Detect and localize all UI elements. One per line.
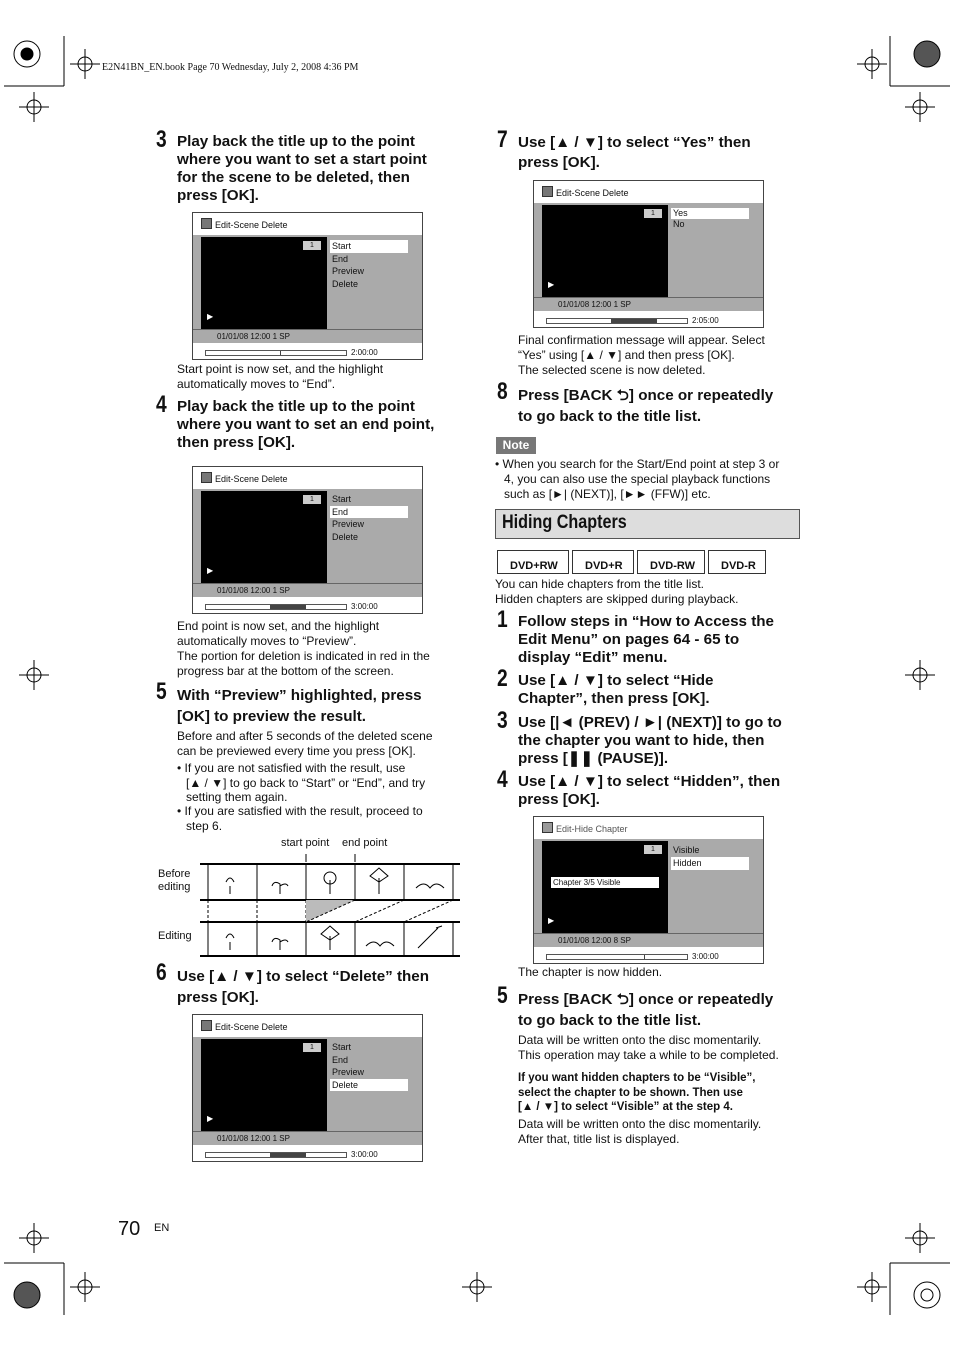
- play-icon: ▶: [548, 280, 555, 289]
- scene-deletion-diagram: [200, 848, 462, 960]
- hide-step-2-heading: Use [▲ / ▼] to select “Hide Chapter”, then press [OK].: [518, 672, 714, 707]
- edit-menu: Start End Preview Delete: [330, 493, 408, 543]
- visible-instruction: If you want hidden chapters to be “Visible”, select the chapter to be shown. Then use [▲ / ▼] to select “Visible” at the step 4.: [518, 1072, 756, 1113]
- step-4-note: End point is now set, and the highlight automatically moves to “Preview”. The portion for deletion is indicated in red in the progress bar at the bottom of the screen.: [177, 619, 430, 678]
- step-3-heading: Play back the title up to the point where you want to set a start point for the scene to be deleted, then press [OK].: [177, 133, 427, 204]
- step-8-heading: Press [BACK ⮌] once or repeatedly to go back to the title list.: [518, 387, 774, 425]
- step-5-bullet-2: • If you are satisfied with the result, proceed to step 6.: [177, 804, 423, 833]
- dvd-rw-badge: DVD-RW: [637, 550, 705, 574]
- step-3-number: 3: [156, 126, 167, 153]
- language-code: EN: [154, 1222, 170, 1234]
- dvd-r-badge: DVD-R: [708, 550, 766, 574]
- hide-step-2-number: 2: [497, 665, 508, 692]
- step-7-note: Final confirmation message will appear. Select “Yes” using [▲ / ▼] and then press [OK]. The selected scene is now deleted.: [518, 333, 765, 377]
- hide-step-3-heading: Use [|◄ (PREV) / ►| (NEXT)] to go to the chapter you want to hide, then press [❚❚ (PAUSE)].: [518, 714, 782, 767]
- hide-step-5-heading: Press [BACK ⮌] once or repeatedly to go back to the title list.: [518, 991, 774, 1029]
- note-label: Note: [496, 437, 536, 454]
- step-4-number: 4: [156, 391, 167, 418]
- dvd-r-plus-badge: DVD+R: [572, 550, 634, 574]
- step-6-heading: Use [▲ / ▼] to select “Delete” then press [OK].: [177, 968, 430, 1006]
- edit-scene-delete-screen-1: Edit-Scene Delete 1 ▶ Start End Preview Delete 01/01/08 12:00 1 SP 2:00:00: [192, 212, 423, 360]
- hide-step-1-heading: Follow steps in “How to Access the Edit Menu” on pages 64 - 65 to display “Edit” menu.: [518, 613, 774, 666]
- edit-menu: Start End Preview Delete: [330, 1041, 408, 1091]
- confirm-menu: Yes No: [671, 208, 749, 230]
- play-icon: ▶: [207, 1114, 214, 1123]
- file-header: E2N41BN_EN.book Page 70 Wednesday, July 2, 2008 4:36 PM: [102, 62, 359, 73]
- dvd-rw-plus-badge: DVD+RW: [497, 550, 569, 574]
- play-icon: ▶: [548, 916, 555, 925]
- edit-icon: [201, 472, 212, 483]
- step-5-bullet-1: • If you are not satisfied with the result, use [▲ / ▼] to go back to “Start” or “End”, and try setting them again.: [177, 761, 426, 804]
- hide-step-5-text-2: Data will be written onto the disc momentarily. After that, title list is displayed.: [518, 1117, 762, 1146]
- note-text: • When you search for the Start/End point at step 3 or 4, you can also use the special playback functions such as [►| (NEXT)], [►► (FFW)] etc.: [495, 457, 780, 501]
- hide-step-4-heading: Use [▲ / ▼] to select “Hidden”, then press [OK].: [518, 773, 781, 808]
- edit-hide-chapter-screen: Edit-Hide Chapter 1 Chapter 3/5 Visible ▶ Visible Hidden 01/01/08 12:00 8 SP 3:00:00: [533, 816, 764, 964]
- step-5-number: 5: [156, 678, 167, 705]
- end-point-label: end point: [342, 837, 388, 849]
- play-icon: ▶: [207, 566, 214, 575]
- step-7-heading: Use [▲ / ▼] to select “Yes” then press [OK].: [518, 134, 751, 171]
- hide-menu: Visible Hidden: [671, 844, 749, 870]
- hide-step-1-number: 1: [497, 606, 508, 633]
- edit-scene-delete-screen-2: Edit-Scene Delete 1 ▶ Start End Preview Delete 01/01/08 12:00 1 SP 3:00:00: [192, 466, 423, 614]
- section-heading-hiding-chapters: Hiding Chapters: [495, 509, 800, 539]
- page-number: 70: [118, 1218, 141, 1240]
- step-7-number: 7: [497, 126, 508, 153]
- step-5-heading: With “Preview” highlighted, press [OK] to preview the result.: [177, 687, 422, 725]
- edit-scene-delete-confirm-screen: Edit-Scene Delete 1 ▶ Yes No 01/01/08 12:00 1 SP 2:05:00: [533, 180, 764, 328]
- editing-label: Editing: [158, 930, 192, 942]
- edit-icon: [542, 822, 553, 833]
- edit-scene-delete-screen-3: Edit-Scene Delete 1 ▶ Start End Preview Delete 01/01/08 12:00 1 SP 3:00:00: [192, 1014, 423, 1162]
- hide-step-5-text: Data will be written onto the disc momentarily. This operation may take a while to be completed.: [518, 1033, 779, 1062]
- hide-step-3-number: 3: [497, 707, 508, 734]
- play-icon: ▶: [207, 312, 214, 321]
- step-3-note: Start point is now set, and the highlight automatically moves to “End”.: [177, 362, 384, 391]
- edit-menu: Start End Preview Delete: [330, 240, 408, 290]
- hide-step-4-number: 4: [497, 766, 508, 793]
- section-intro: You can hide chapters from the title list. Hidden chapters are skipped during playback.: [495, 577, 739, 606]
- edit-icon: [542, 186, 553, 197]
- hide-step-4-note: The chapter is now hidden.: [518, 965, 663, 979]
- step-5-text: Before and after 5 seconds of the deleted scene can be previewed every time you press [OK].: [177, 729, 433, 758]
- before-editing-label: Before editing: [158, 868, 191, 893]
- start-point-label: start point: [281, 837, 330, 849]
- edit-icon: [201, 1020, 212, 1031]
- hide-step-5-number: 5: [497, 982, 508, 1009]
- edit-icon: [201, 218, 212, 229]
- step-8-number: 8: [497, 378, 508, 405]
- step-4-heading: Play back the title up to the point where you want to set an end point, then press [OK].: [177, 398, 435, 451]
- step-6-number: 6: [156, 959, 167, 986]
